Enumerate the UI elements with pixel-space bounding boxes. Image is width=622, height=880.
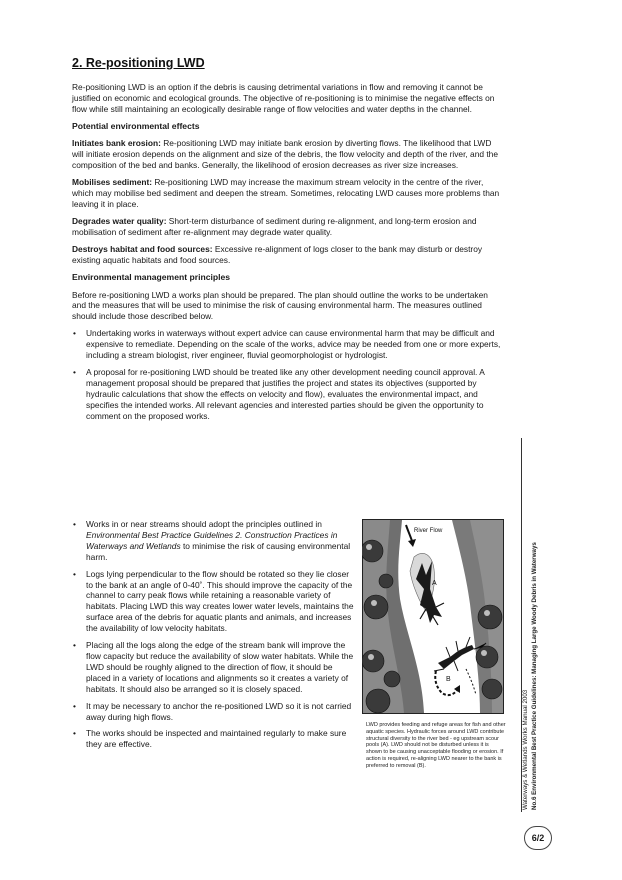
effect-term: Initiates bank erosion: (72, 138, 161, 149)
manual-name: Waterways & Wetlands Works Manual 2003 (522, 689, 529, 810)
bullet-item: • The works should be inspected and maintained regularly to make sure they are effective. (72, 728, 355, 750)
bullet-item: • Placing all the logs along the edge of the stream bank will improve the flow capacity but reduce the availability of slow water habitats. While the LWD should be roughly aligned to the direction of flow, it should be placed in a variety of locations and alignments so it creates a variety of habitats. It should also be arranged so it is closely spaced. (72, 640, 355, 695)
effect-text: Re-positioning LWD may initiate bank erosion by diverting flows. The likelihood that LWD will initiate erosion depends on the alignment and size of the debris, the flow velocity and depth of the river, and the composition of the bed and banks. Generally, the likelihood of erosion decreases as river size increases. (72, 138, 498, 171)
bullet-item: • Works in or near streams should adopt the principles outlined in Environmental Best Practice Guidelines 2. Construction Practices in Waterways and Wetlands to minimise the risk of causing environmental harm. (72, 519, 355, 563)
side-running-title (522, 440, 546, 810)
effect-item (72, 138, 504, 171)
section-title: 2. Re-positioning LWD (72, 56, 205, 70)
narrow-column (72, 519, 355, 756)
wide-bullet-list (72, 328, 504, 421)
effect-term: Destroys habitat and food sources: (72, 244, 213, 255)
intro-paragraph: Re-positioning LWD is an option if the debris is causing detrimental variations in flow and removing it cannot be justified on economic and ecological grounds. The objective of re-positioning is to minimise the negative effects on flow while still maintaining an ecologically desirable range of flow velocities and water depths in the channel. (72, 82, 495, 114)
effect-item (72, 244, 504, 266)
effect-term: Mobilises sediment: (72, 177, 153, 188)
river-diagram (362, 519, 504, 714)
principles-intro: Before re-positioning LWD a works plan should be prepared. The plan should outline the works to be undertaken and the measures that will be used to minimise the risk of causing environmental harm. The measures outlined should include those described below. (72, 289, 488, 322)
effect-term: Degrades water quality: (72, 216, 167, 227)
guideline-title: No.6 Environmental Best Practice Guidelines: Managing Large Woody Debris in Waterways (530, 542, 538, 810)
effect-text: Short-term disturbance of sediment during re-alignment, and long-term erosion and mobilisation of sediment after re-alignment may degrade water quality. (72, 216, 477, 238)
label-b: B (446, 676, 451, 683)
bullet-item: • It may be necessary to anchor the re-positioned LWD so it is not carried away during high flows. (72, 701, 355, 723)
effect-text: Excessive re-alignment of logs closer to the bank may disturb or destroy existing aquatic habitats and food sources. (72, 244, 483, 266)
narrow-bullet-list (72, 519, 355, 750)
principles-heading: Environmental management principles (72, 272, 231, 283)
figure-caption: LWD provides feeding and refuge areas for fish and other aquatic species. Hydraulic forces around LWD contribute structural diversity to the river bed - eg upstream scour pools (A). LWD should not be disturbed unless it is shown to be causing unacceptable flooding or erosion. If action is required, re-aligning LWD nearer to the bank is preferred to removal (B). (366, 722, 506, 769)
effect-item (72, 177, 504, 210)
main-column (72, 82, 504, 428)
guideline-reference: Environmental Best Practice Guidelines 2. Construction Practices in Waterways and Wetlands (86, 529, 338, 551)
flow-label: River Flow (414, 528, 443, 534)
bullet-item: • Undertaking works in waterways without expert advice can cause environmental harm that may be difficult and expensive to remediate. Depending on the scale of the works, advice may be needed from one or more experts, including a stream biologist, river engineer, fluvial geomorphologist or hydrologist. (72, 328, 504, 361)
page-number: 6/2 (524, 826, 552, 850)
bullet-item: • Logs lying perpendicular to the flow should be rotated so they lie closer to the bank at an angle of 0-40˚. This should improve the capacity of the channel to carry peak flows while retaining a reasonable variety of habitats. Placing LWD this way creates lower water levels, maintains the surface area of the debris for aquatic plants and animals, and increases the availability of low velocity habitats. (72, 569, 355, 634)
label-a: A (432, 580, 437, 587)
effect-item (72, 216, 504, 238)
effects-heading: Potential environmental effects (72, 120, 200, 131)
bullet-item: • A proposal for re-positioning LWD should be treated like any other development needing council approval. A management proposal should be prepared that justifies the project and states its objectives (supported by hydraulic calculations that show the effects on velocity and flow), evaluates the environmental impact, and specifies the intended works. All relevant agencies and interested parties should be given the opportunity to comment on the proposed works. (72, 367, 504, 422)
effect-text: Re-positioning LWD may increase the maximum stream velocity in the centre of the river, which may mobilise bed sediment and deepen the stream. Sometimes, relocating LWD causes more problems than leaving it in place. (72, 177, 500, 210)
